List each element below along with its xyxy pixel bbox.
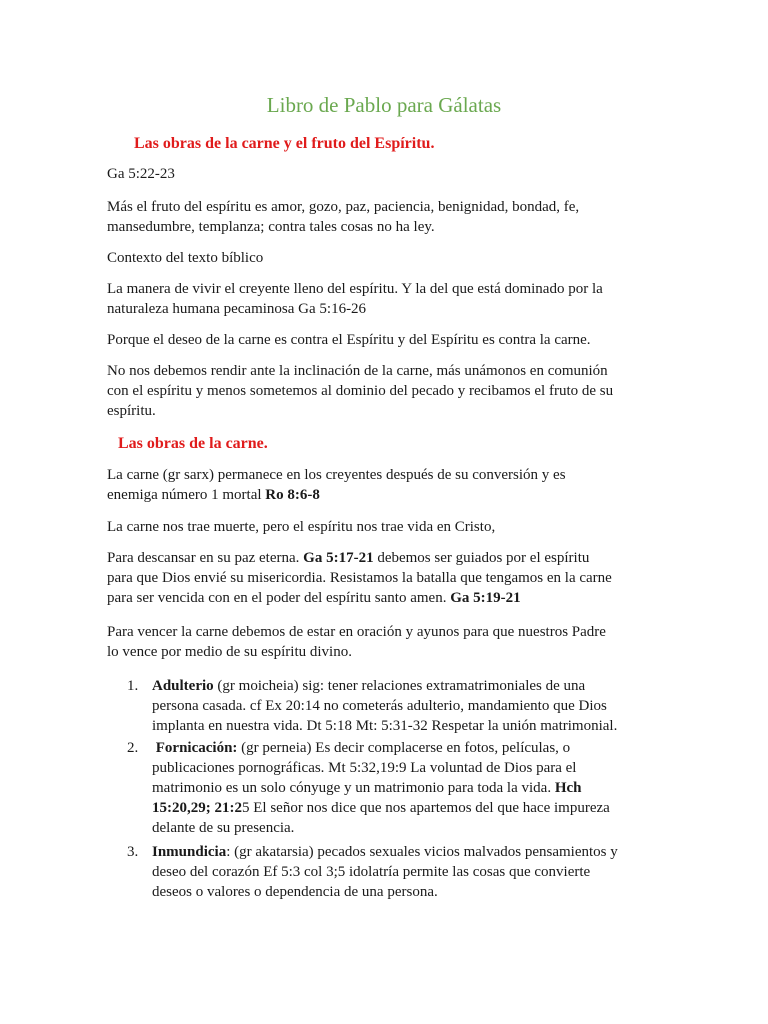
paragraph-manera	[107, 279, 667, 319]
text-line: lo vence por medio de su espíritu divino.	[107, 644, 352, 660]
list-term: Fornicación:	[155, 740, 238, 756]
text-run: (gr moicheia) sig: tener relaciones extramatrimoniales de una	[213, 678, 586, 694]
text-run: (gr perneia) Es decir complacerse en fotos, películas, o	[237, 740, 571, 756]
text-run: debemos ser guiados por el espíritu	[373, 550, 590, 566]
text-line	[152, 738, 610, 758]
paragraph-fruto	[107, 197, 667, 237]
text-line: publicaciones pornográficas. Mt 5:32,19:9 La voluntad de Dios para el	[152, 760, 577, 776]
list-item-body	[152, 738, 610, 838]
text-line: Contexto del texto bíblico	[107, 250, 264, 266]
text-line: deseo del corazón Ef 5:3 col 3;5 idolatría permite las cosas que convierte	[152, 864, 591, 880]
paragraph-descansar	[107, 548, 667, 608]
text-line: La carne nos trae muerte, pero el espíritu nos trae vida en Cristo,	[107, 519, 496, 535]
text-line: mansedumbre, templanza; contra tales cosas no ha ley.	[107, 219, 435, 235]
text-run: matrimonio es un solo cónyuge y un matrimonio para toda la vida.	[152, 780, 555, 796]
section-heading-obras: Las obras de la carne.	[118, 435, 268, 452]
bible-reference: Ro 8:6-8	[265, 487, 320, 503]
text-line	[107, 485, 667, 505]
text-line	[152, 676, 617, 696]
list-number: 2.	[127, 740, 139, 756]
text-line: implanta en nuestra vida. Dt 5:18 Mt: 5:31-32 Respetar la unión matrimonial.	[152, 718, 618, 734]
list-number: 1.	[127, 678, 139, 694]
document-title: Libro de Pablo para Gálatas	[266, 93, 502, 117]
text-line	[107, 548, 667, 568]
paragraph-rendir	[107, 361, 667, 421]
paragraph-sarx	[107, 465, 667, 505]
section-heading: Las obras de la carne y el fruto del Espíritu.	[134, 135, 435, 152]
text-run: Para descansar en su paz eterna.	[107, 550, 304, 566]
text-line: deseos o valores o dependencia de una persona.	[152, 884, 438, 900]
text-line: espíritu.	[107, 403, 156, 419]
list-term: Adulterio	[152, 678, 214, 694]
text-run: para ser vencida con en el poder del espíritu santo amen.	[107, 590, 451, 606]
bible-reference: Ga 5:19-21	[450, 590, 521, 606]
list-term: Inmundicia	[152, 844, 227, 860]
text-line: La manera de vivir el creyente lleno del espíritu. Y la del que está dominado por la	[107, 281, 603, 297]
text-line: Para vencer la carne debemos de estar en oración y ayunos para que nuestros Padre	[107, 624, 606, 640]
text-line: persona casada. cf Ex 20:14 no cometerás adulterio, mandamiento que Dios	[152, 698, 607, 714]
text-line	[107, 588, 667, 608]
list-item-body	[152, 676, 617, 736]
paragraph-muerte	[107, 517, 667, 537]
text-run: enemiga número 1 mortal	[107, 487, 266, 503]
text-line	[152, 778, 610, 798]
text-line	[152, 842, 618, 862]
bible-reference: 15:20,29; 21:2	[152, 800, 242, 816]
text-line: No nos debemos rendir ante la inclinación de la carne, más unámonos en comunión	[107, 363, 608, 379]
text-line: delante de su presencia.	[152, 820, 295, 836]
list-item-body	[152, 842, 618, 902]
paragraph-contexto	[107, 248, 667, 268]
list-number: 3.	[127, 844, 139, 860]
paragraph-deseo	[107, 330, 667, 350]
text-run: 5 El señor nos dice que nos apartemos del que hace impureza	[242, 800, 610, 816]
text-line: Más el fruto del espíritu es amor, gozo, paz, paciencia, benignidad, bondad, fe,	[107, 199, 580, 215]
text-line: Porque el deseo de la carne es contra el Espíritu y del Espíritu es contra la carne.	[107, 332, 591, 348]
text-line	[152, 798, 610, 818]
text-line: para que Dios envié su misericordia. Resistamos la batalla que tengamos en la carne	[107, 570, 612, 586]
bible-reference: Ga 5:17-21	[303, 550, 374, 566]
text-run: : (gr akatarsia) pecados sexuales vicios malvados pensamientos y	[226, 844, 618, 860]
text-line: Ga 5:22-23	[107, 166, 175, 182]
text-line: La carne (gr sarx) permanece en los creyentes después de su conversión y es	[107, 467, 566, 483]
text-line: naturaleza humana pecaminosa Ga 5:16-26	[107, 301, 367, 317]
text-line: con el espíritu y menos sometemos al dominio del pecado y recibamos el fruto de su	[107, 383, 614, 399]
bible-reference: Hch	[554, 780, 582, 796]
paragraph-vencer	[107, 622, 667, 662]
scripture-reference	[107, 164, 667, 184]
